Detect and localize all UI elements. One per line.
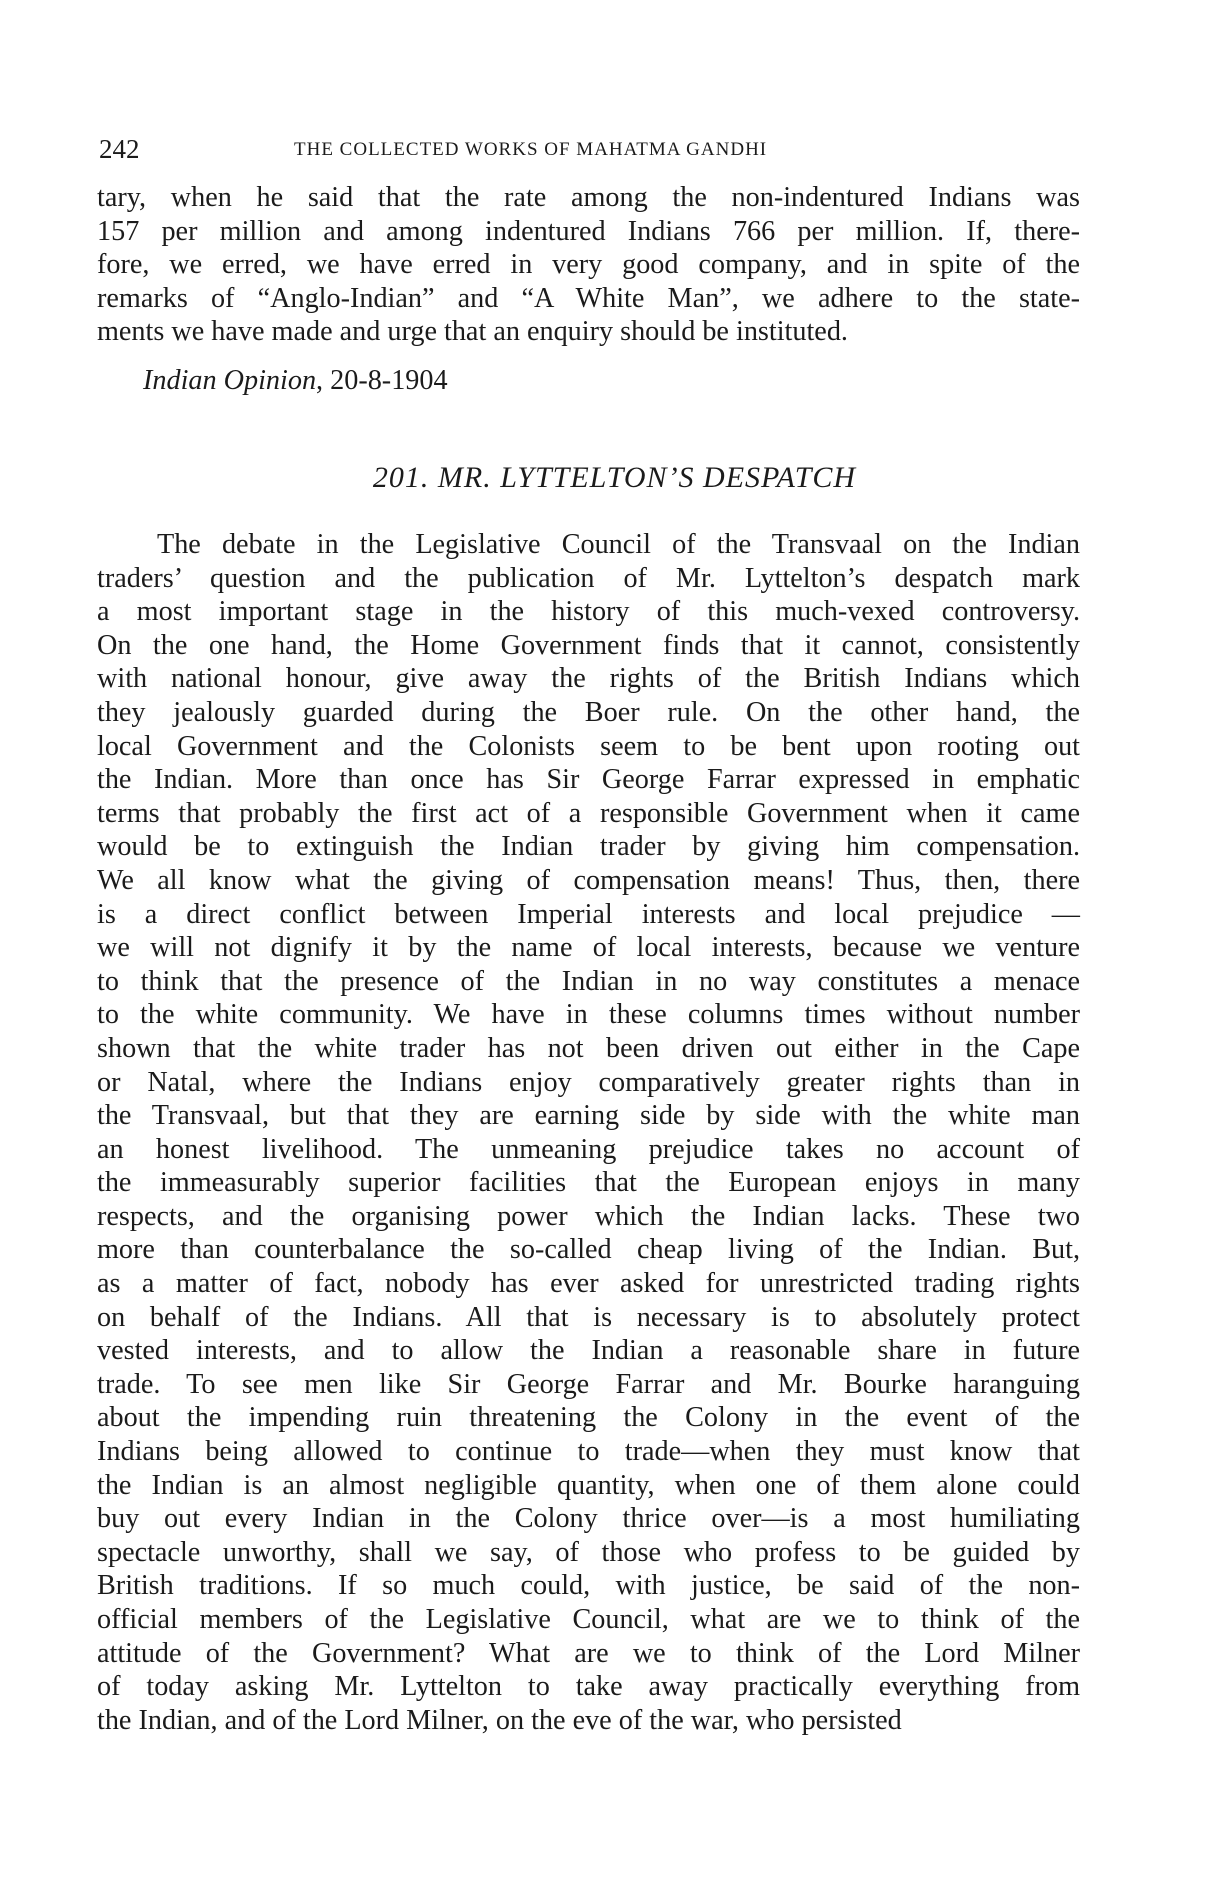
text-line: to think that the presence of the Indian in no way constitutes a menace	[97, 965, 1080, 997]
text-line: respects, and the organising power which the Indian lacks. These two	[97, 1200, 1080, 1232]
running-head: THE COLLECTED WORKS OF MAHATMA GANDHI	[294, 139, 768, 160]
text-line: or Natal, where the Indians enjoy comparatively greater rights than in	[97, 1066, 1080, 1098]
text-line: about the impending ruin threatening the Colony in the event of the	[97, 1402, 1080, 1434]
text-line: British traditions. If so much could, with justice, be said of the non-	[97, 1570, 1080, 1602]
text-line: the Indian is an almost negligible quantity, when one of them alone could	[97, 1469, 1080, 1501]
text-line: fore, we erred, we have erred in very good company, and in spite of the	[97, 249, 1080, 281]
section-title: 201. MR. LYTTELTON’S DESPATCH	[372, 461, 857, 494]
text-line: to the white community. We have in these columns times without number	[97, 999, 1080, 1031]
text-line: the Indian. More than once has Sir George Farrar expressed in emphatic	[97, 764, 1080, 796]
main-paragraph	[97, 528, 1080, 1737]
text-line: an honest livelihood. The unmeaning prejudice takes no account of	[97, 1133, 1080, 1165]
text-line: traders’ question and the publication of Mr. Lyttelton’s despatch mark	[97, 562, 1080, 594]
text-line: trade. To see men like Sir George Farrar and Mr. Bourke haranguing	[97, 1368, 1080, 1400]
text-line: terms that probably the first act of a responsible Government when it came	[97, 797, 1080, 829]
text-line: The debate in the Legislative Council of the Transvaal on the Indian	[157, 529, 1080, 560]
text-line: a most important stage in the history of this much-vexed controversy.	[97, 596, 1080, 628]
text-line: ments we have made and urge that an enquiry should be instituted.	[97, 316, 848, 348]
source-citation	[143, 364, 448, 398]
text-line: more than counterbalance the so-called cheap living of the Indian. But,	[97, 1234, 1080, 1266]
text-line: as a matter of fact, nobody has ever asked for unrestricted trading rights	[97, 1268, 1080, 1300]
text-line: the Indian, and of the Lord Milner, on the eve of the war, who persisted	[97, 1704, 902, 1736]
text-line: official members of the Legislative Council, what are we to think of the	[97, 1604, 1080, 1635]
text-line: with national honour, give away the rights of the British Indians which	[97, 663, 1080, 695]
text-line: on behalf of the Indians. All that is necessary is to absolutely protect	[97, 1301, 1080, 1333]
source-date: , 20-8-1904	[316, 365, 448, 396]
text-line: On the one hand, the Home Government finds that it cannot, consistently	[97, 629, 1080, 661]
text-line: the immeasurably superior facilities that the European enjoys in many	[97, 1167, 1080, 1199]
text-line: Indians being allowed to continue to trade—when they must know that	[97, 1436, 1080, 1468]
continued-paragraph	[97, 181, 1080, 349]
page-header	[99, 134, 889, 165]
text-line: local Government and the Colonists seem to be bent upon rooting out	[97, 730, 1080, 762]
text-line: shown that the white trader has not been driven out either in the Cape	[97, 1032, 1080, 1064]
text-line: attitude of the Government? What are we to think of the Lord Milner	[97, 1637, 1080, 1669]
text-line: 157 per million and among indentured Indians 766 per million. If, there-	[97, 215, 1080, 247]
text-line: they jealously guarded during the Boer rule. On the other hand, the	[97, 696, 1080, 728]
text-line: is a direct conflict between Imperial interests and local prejudice —	[97, 898, 1080, 930]
text-line: vested interests, and to allow the Indian a reasonable share in future	[97, 1335, 1080, 1367]
text-line: We all know what the giving of compensation means! Thus, then, there	[97, 864, 1080, 896]
text-line: would be to extinguish the Indian trader by giving him compensation.	[97, 831, 1080, 863]
text-line: buy out every Indian in the Colony thrice over—is a most humiliating	[97, 1503, 1080, 1535]
text-line: spectacle unworthy, shall we say, of those who profess to be guided by	[97, 1536, 1080, 1568]
text-line: tary, when he said that the rate among the non-indentured Indians was	[97, 182, 1080, 213]
source-publication: Indian Opinion	[143, 365, 317, 396]
text-line: of today asking Mr. Lyttelton to take away practically everything from	[97, 1671, 1080, 1703]
text-line: the Transvaal, but that they are earning side by side with the white man	[97, 1100, 1080, 1132]
text-line: we will not dignify it by the name of local interests, because we venture	[97, 932, 1080, 964]
text-line: remarks of “Anglo-Indian” and “A White Man”, we adhere to the state-	[97, 282, 1080, 314]
page-number: 242	[99, 134, 140, 164]
